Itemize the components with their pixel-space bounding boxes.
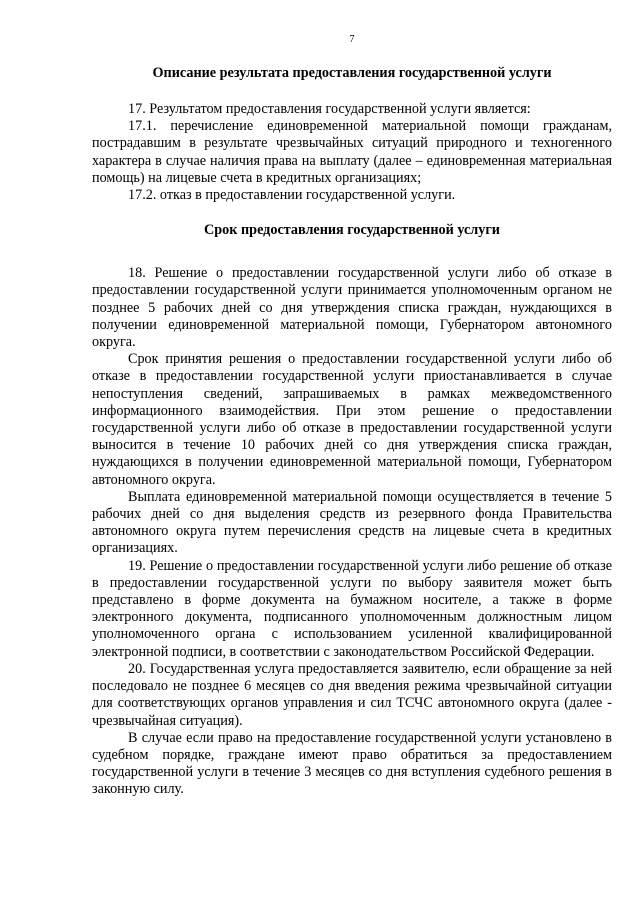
paragraph-20: 20. Государственная услуга предоставляется заявителю, если обращение за ней последовало не позднее 6 месяцев со дня введения режима чрезвычайной ситуации для соответствующих органов управления и сил ТСЧС автономного округа (далее - чрезвычайная ситуация). bbox=[92, 660, 612, 729]
paragraph-19: 19. Решение о предоставлении государственной услуги либо решение об отказе в предоставлении государственной услуги по выбору заявителя может быть представлено в форме документа на бумажном носителе, а также в форме электронного документа, подписанного уполномоченным должностным лицом уполномоченного органа с использованием усиленной квалифицированной электронной подписи, в соответствии с законодательством Российской Федерации. bbox=[92, 557, 612, 660]
paragraph-20-court: В случае если право на предоставление государственной услуги установлено в судебном порядке, граждане имеют право обратиться за предоставлением государственной услуги в течение 3 месяцев со дня вступления судебного решения в законную силу. bbox=[92, 729, 612, 798]
paragraph-17: 17. Результатом предоставления государственной услуги является: bbox=[128, 101, 531, 117]
document-page bbox=[92, 34, 612, 799]
paragraph-18-payment: Выплата единовременной материальной помощи осуществляется в течение 5 рабочих дней со дня выделения средств из резервного фонда Правительства автономного округа путем перечисления средств на лицевые счета в кредитных организациях. bbox=[92, 488, 612, 557]
paragraph-18-suspension: Срок принятия решения о предоставлении государственной услуги либо об отказе в предоставлении государственной услуги приостанавливается в случае непоступления сведений, запрашиваемых в рамках межведомственного информационного взаимодействия. При этом решение о предоставлении государственной услуги либо об отказе в предоставлении государственной услуги выносится в течение 10 рабочих дней со дня утверждения списка граждан, нуждающихся в получении единовременной материальной помощи, Губернатором автономного округа. bbox=[92, 351, 612, 488]
section-heading-result: Описание результата предоставления государственной услуги bbox=[152, 65, 552, 81]
page-number: 7 bbox=[349, 34, 355, 45]
paragraph-17-2: 17.2. отказ в предоставлении государственной услуги. bbox=[128, 187, 456, 204]
paragraph-18: 18. Решение о предоставлении государственной услуги либо об отказе в предоставлении государственной услуги принимается уполномоченным органом не позднее 5 рабочих дней со дня утверждения списка граждан, нуждающихся в получении единовременной материальной помощи, Губернатором автономного округа. bbox=[92, 265, 612, 351]
paragraph-17-1: 17.1. перечисление единовременной материальной помощи гражданам, пострадавшим в результате чрезвычайных ситуаций природного и техногенного характера в случае наличия права на выплату (далее – единовременная материальная помощь) на лицевые счета в кредитных организациях; bbox=[92, 118, 612, 186]
section-heading-term: Срок предоставления государственной услуги bbox=[204, 222, 500, 239]
